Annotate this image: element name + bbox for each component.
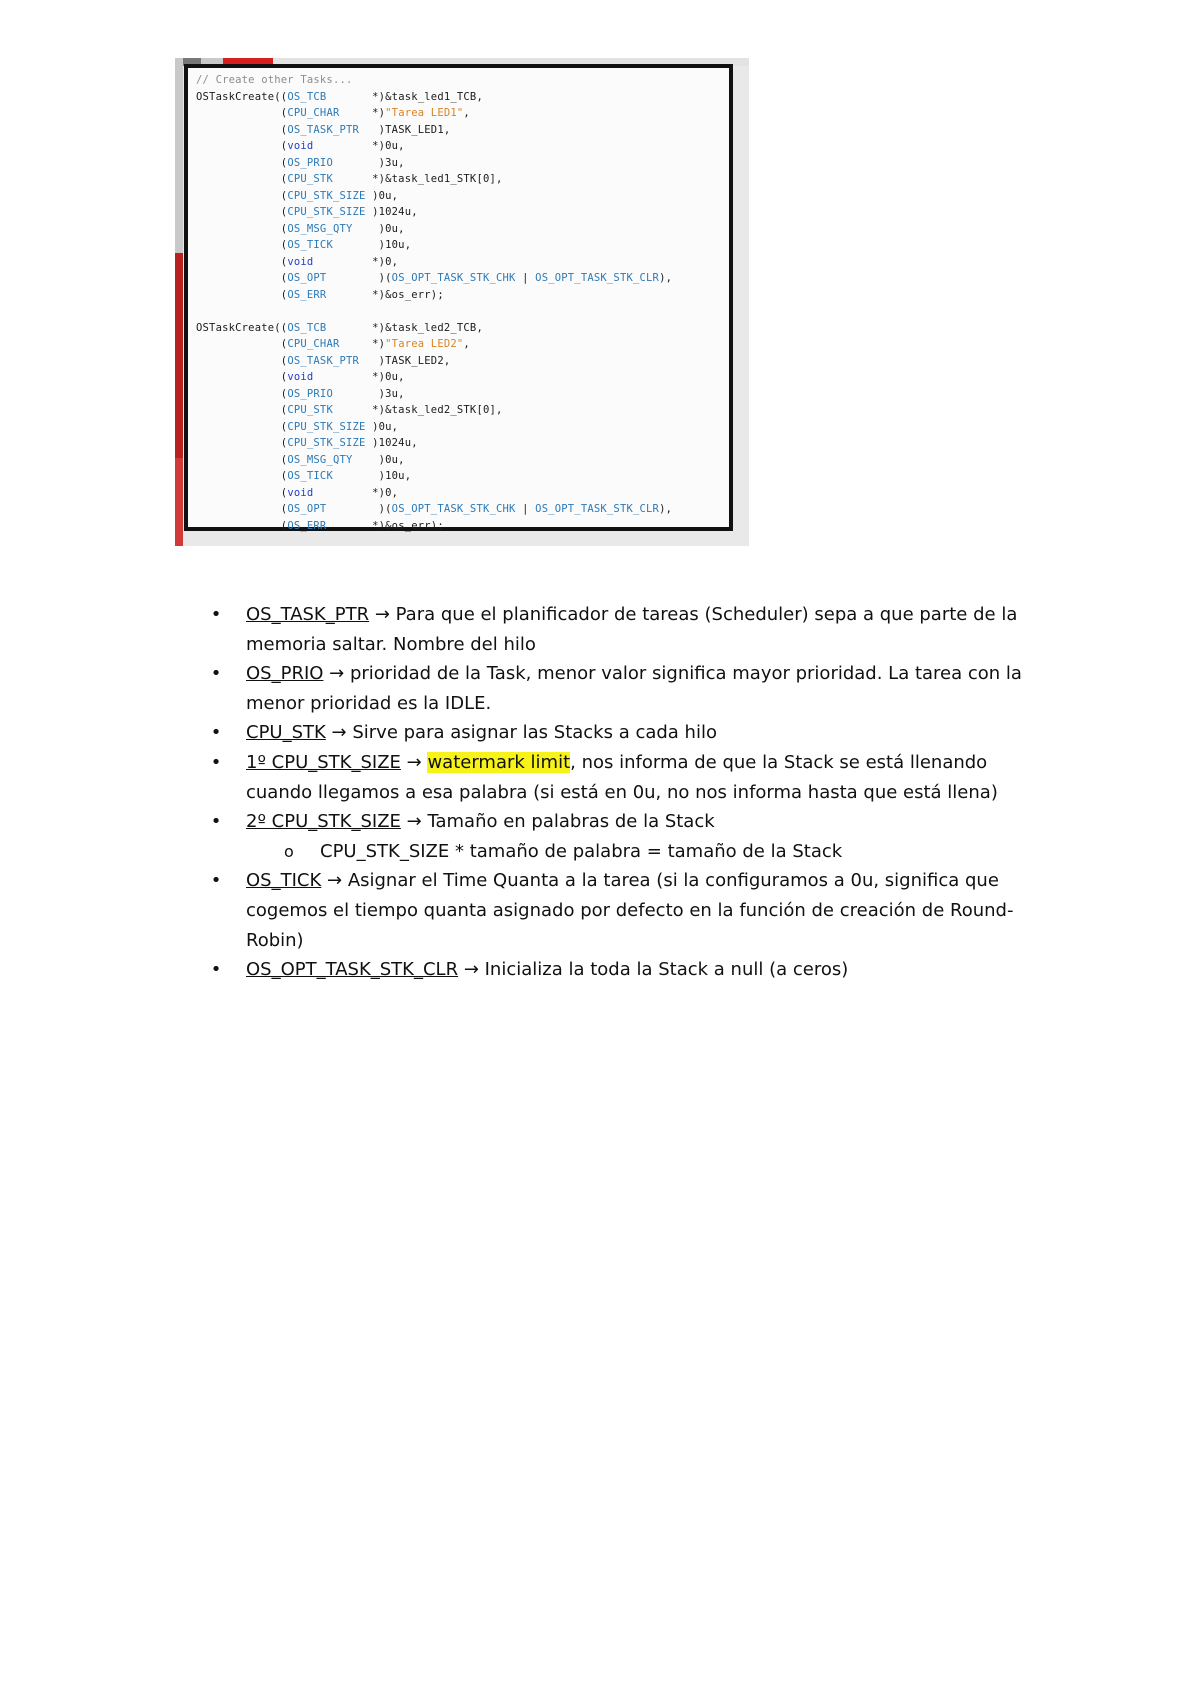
highlighted-text: watermark limit: [427, 751, 571, 773]
code-token: (: [196, 338, 288, 350]
code-token: )0u,: [365, 420, 399, 433]
code-token: *)&task_led1_STK[0],: [332, 173, 503, 185]
code-token: CPU_STK_SIZE: [287, 420, 366, 433]
code-block: [196, 72, 672, 534]
code-token: (: [196, 354, 288, 367]
code-token: OS_MSG_QTY: [287, 222, 353, 235]
bullet-marker: •: [210, 811, 222, 833]
code-token: (: [196, 371, 288, 383]
item-term: CPU_STK: [246, 722, 326, 744]
code-token: CPU_CHAR: [287, 338, 340, 350]
list-item: [210, 955, 1046, 985]
code-token: )(: [326, 272, 392, 284]
item-term: OS_PRIO: [246, 663, 324, 685]
list-item: [210, 600, 1046, 659]
code-token: )1024u,: [365, 206, 418, 218]
code-token: OS_OPT_TASK_STK_CLR: [535, 272, 660, 284]
item-term: OS_TICK: [246, 870, 322, 892]
list-item: [210, 718, 1046, 748]
code-token: *)&os_err);: [326, 288, 444, 301]
list-item: [210, 659, 1046, 718]
code-line: [196, 369, 672, 386]
code-token: void: [287, 140, 314, 152]
item-text: , nos informa de que la Stack se está llenando cuando llegamos a esa palabra (si está en 0u, no nos informa hasta que está llena): [246, 751, 998, 803]
code-line: [196, 155, 672, 172]
code-line: [196, 204, 672, 221]
code-token: OS_PRIO: [287, 156, 333, 169]
item-text: Tamaño en palabras de la Stack: [427, 811, 715, 833]
code-token: // Create other Tasks...: [196, 74, 353, 86]
list-item: [210, 807, 1046, 837]
code-token: CPU_CHAR: [287, 107, 340, 119]
code-token: )3u,: [332, 156, 405, 169]
code-token: *)&task_led2_TCB,: [326, 321, 483, 334]
code-token: (: [196, 470, 288, 482]
code-token: OSTaskCreate((: [196, 321, 288, 334]
code-token: (: [196, 420, 288, 433]
code-token: (: [196, 123, 288, 136]
item-term: OS_TASK_PTR: [246, 604, 370, 625]
code-token: void: [287, 371, 314, 383]
item-term: OS_OPT_TASK_STK_CLR: [246, 959, 459, 981]
code-token: OS_TICK: [287, 470, 333, 482]
code-token: (: [196, 239, 288, 251]
code-token: ),: [659, 272, 673, 284]
code-line: [196, 336, 672, 353]
code-line: [196, 435, 672, 452]
item-term: 2º CPU_STK_SIZE: [246, 811, 401, 833]
bullet-marker: •: [210, 604, 222, 625]
code-token: CPU_STK_SIZE: [287, 437, 366, 449]
code-token: (: [196, 189, 288, 202]
list-item: [210, 866, 1046, 955]
code-token: (: [196, 206, 288, 218]
code-token: OS_TICK: [287, 239, 333, 251]
code-token: *)&os_err);: [326, 519, 444, 532]
code-token: OS_OPT: [287, 503, 327, 515]
window-edge-left: [175, 58, 183, 546]
code-line: [196, 89, 672, 106]
code-line: [196, 171, 672, 188]
code-screenshot: [175, 58, 749, 546]
code-token: *)&task_led2_STK[0],: [332, 404, 503, 416]
bullet-marker: •: [210, 751, 222, 773]
bullet-marker: •: [210, 870, 222, 892]
arrow-icon: →: [400, 751, 428, 773]
code-token: OS_TASK_PTR: [287, 354, 360, 367]
arrow-icon: →: [369, 604, 396, 625]
code-token: )0u,: [365, 189, 399, 202]
code-token: *): [339, 338, 386, 350]
arrow-icon: →: [400, 811, 428, 833]
code-token: )(: [326, 503, 392, 515]
code-token: )1024u,: [365, 437, 418, 449]
code-token: CPU_STK_SIZE: [287, 206, 366, 218]
arrow-icon: →: [321, 870, 348, 892]
code-token: *)0,: [313, 255, 399, 268]
code-token: *)0,: [313, 486, 399, 499]
code-token: (: [196, 288, 288, 301]
code-token: ,: [463, 107, 470, 119]
code-line: [196, 138, 672, 155]
code-token: )0u,: [352, 222, 405, 235]
code-line: [196, 518, 672, 535]
code-panel: [184, 64, 733, 531]
code-line: [196, 320, 672, 337]
code-token: *)0u,: [313, 371, 405, 383]
code-line: [196, 221, 672, 238]
code-token: void: [287, 255, 314, 268]
arrow-icon: →: [458, 959, 485, 981]
code-token: *): [339, 107, 386, 119]
code-token: |: [515, 272, 536, 284]
code-line: [196, 105, 672, 122]
code-token: OS_MSG_QTY: [287, 453, 353, 466]
code-token: (: [196, 107, 288, 119]
item-text: Sirve para asignar las Stacks a cada hilo: [352, 722, 717, 744]
code-token: )TASK_LED1,: [359, 123, 451, 136]
code-token: *)0u,: [313, 140, 405, 152]
code-token: )10u,: [332, 470, 412, 482]
code-token: (: [196, 140, 288, 152]
code-token: OS_OPT_TASK_STK_CHK: [391, 272, 516, 284]
code-token: (: [196, 173, 288, 185]
code-line: [196, 122, 672, 139]
code-token: *)&task_led1_TCB,: [326, 90, 483, 103]
code-line: [196, 270, 672, 287]
code-token: OS_TASK_PTR: [287, 123, 360, 136]
code-token: (: [196, 387, 288, 400]
item-text: Para que el planificador de tareas (Scheduler) sepa a que parte de la memoria saltar. Nombre del hilo: [246, 604, 1018, 655]
item-term: 1º CPU_STK_SIZE: [246, 751, 401, 773]
code-line: [196, 419, 672, 436]
code-token: (: [196, 156, 288, 169]
code-token: OS_OPT: [287, 272, 327, 284]
code-token: (: [196, 503, 288, 515]
code-token: "Tarea LED2": [385, 338, 464, 350]
code-line: [196, 237, 672, 254]
code-token: (: [196, 255, 288, 268]
code-line: [196, 402, 672, 419]
code-line: [196, 485, 672, 502]
code-token: OSTaskCreate((: [196, 90, 288, 103]
code-token: CPU_STK: [287, 404, 333, 416]
item-text: Inicializa la toda la Stack a null (a ceros): [484, 959, 849, 981]
code-token: )10u,: [332, 239, 412, 251]
code-token: "Tarea LED1": [385, 107, 464, 119]
code-line: [196, 386, 672, 403]
code-token: )TASK_LED2,: [359, 354, 451, 367]
code-token: OS_TCB: [287, 321, 327, 334]
code-token: (: [196, 404, 288, 416]
code-line: [196, 303, 672, 320]
code-token: )3u,: [332, 387, 405, 400]
code-line: [196, 468, 672, 485]
code-token: ,: [463, 338, 470, 350]
sub-item-text: CPU_STK_SIZE * tamaño de palabra = tamaño de la Stack: [320, 840, 843, 862]
arrow-icon: →: [325, 722, 353, 744]
code-token: OS_TCB: [287, 90, 327, 103]
code-token: void: [287, 486, 314, 499]
code-token: (: [196, 453, 288, 466]
bullet-marker: •: [210, 959, 222, 981]
code-token: OS_PRIO: [287, 387, 333, 400]
code-token: (: [196, 272, 288, 284]
code-line: [196, 72, 672, 89]
code-line: [196, 452, 672, 469]
bullet-marker: •: [210, 663, 222, 685]
code-token: (: [196, 519, 288, 532]
sub-bullet-marker: o: [284, 841, 294, 861]
item-text: Asignar el Time Quanta a la tarea (si la configuramos a 0u, significa que cogemos el tiempo quanta asignado por defecto en la función de creación de Round-Robin): [246, 870, 1014, 951]
code-token: OS_OPT_TASK_STK_CHK: [391, 503, 516, 515]
sub-list-item: [246, 837, 1046, 867]
code-token: ),: [659, 503, 673, 515]
code-token: (: [196, 222, 288, 235]
code-token: OS_ERR: [287, 519, 327, 532]
code-line: [196, 353, 672, 370]
code-token: CPU_STK_SIZE: [287, 189, 366, 202]
item-text: prioridad de la Task, menor valor significa mayor prioridad. La tarea con la menor prioridad es la IDLE.: [246, 663, 1022, 714]
code-token: )0u,: [352, 453, 405, 466]
code-token: OS_OPT_TASK_STK_CLR: [535, 503, 660, 515]
code-token: (: [196, 437, 288, 449]
code-token: OS_ERR: [287, 288, 327, 301]
code-token: |: [515, 503, 536, 515]
code-line: [196, 287, 672, 304]
code-line: [196, 188, 672, 205]
bullet-list: [210, 600, 1046, 985]
code-line: [196, 254, 672, 271]
code-token: CPU_STK: [287, 173, 333, 185]
arrow-icon: →: [323, 663, 350, 685]
list-item: [210, 748, 1046, 807]
code-token: (: [196, 486, 288, 499]
code-line: [196, 501, 672, 518]
bullet-marker: •: [210, 722, 222, 744]
